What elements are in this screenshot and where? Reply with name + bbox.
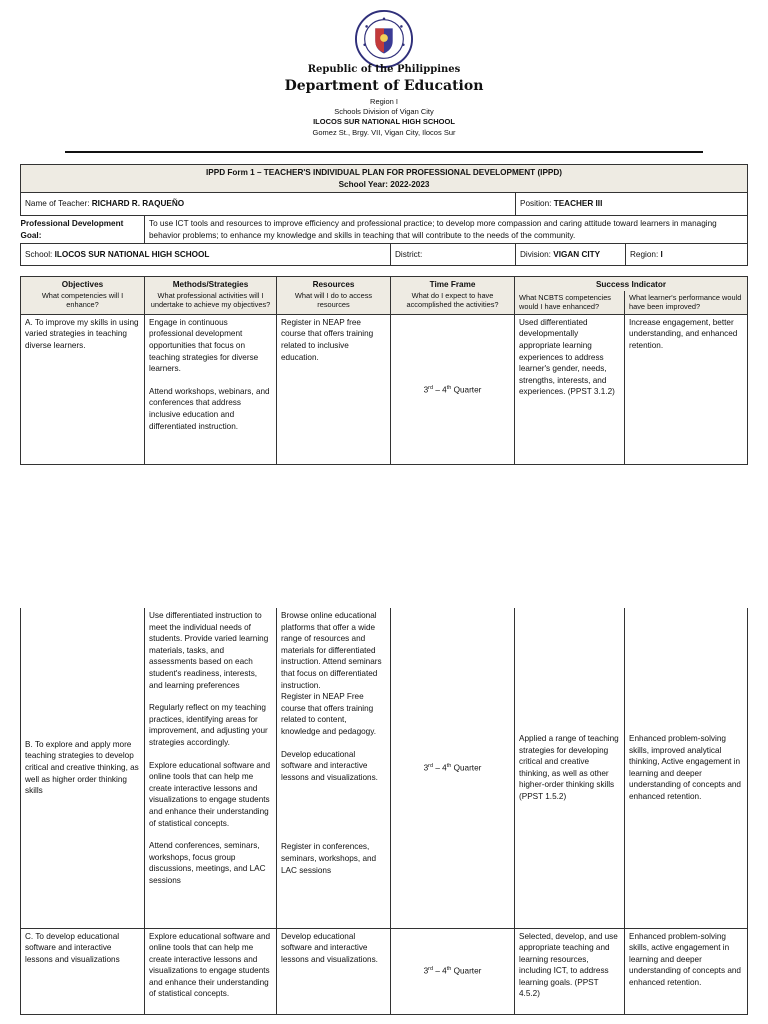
division-cell — [516, 244, 626, 266]
region-value: I — [660, 250, 663, 260]
timeframe-a: 3rd – 4th Quarter — [391, 314, 515, 464]
learner-c: Enhanced problem-solving skills, active engagement in learning and deeper understanding of concepts and enhanced retention. — [625, 928, 748, 1014]
col-resources — [277, 277, 391, 315]
col-learner-sub: What learner's performance would have been improved? — [625, 291, 748, 315]
district-label: District: — [395, 250, 423, 260]
time-start: 3 — [423, 763, 429, 773]
table-row — [21, 608, 748, 928]
ncbts-a: Used differentiated developmentally appropriate learning experiences to address learner's gender, needs, strengths, interests, and experiences. (PPST 3.1.2) — [515, 314, 625, 464]
method-text: Attend conferences, seminars, workshops, focus group discussions, meetings, and LAC sessions — [149, 841, 266, 885]
goal-label: Professional Development Goal: — [21, 216, 145, 244]
time-start: 3 — [423, 385, 429, 395]
col-objectives — [21, 277, 145, 315]
timeframe-c: 3rd – 4th Quarter — [391, 928, 515, 1014]
time-end: Quarter — [451, 763, 482, 773]
resource-text: Register in conferences, seminars, workshops, and LAC sessions — [281, 842, 377, 875]
objective-a: A. To improve my skills in using varied strategies in teaching diverse learners. — [21, 314, 145, 464]
goal-value: To use ICT tools and resources to improve efficiency and professional practice; to develop more compassion and caring attitude toward learners in managing behavior problems; to enhance my knowledge and skills in teaching that will contribute to the needs of the community. — [145, 216, 748, 244]
teacher-name: RICHARD R. RAQUEÑO — [91, 199, 185, 209]
region-cell — [626, 244, 748, 266]
method-text: Use differentiated instruction to meet the individual needs of students. Provide varied learning materials, tasks, and assessments based on each student's readiness, interests, and learning preferences — [149, 611, 269, 690]
position-label: Position: — [520, 199, 552, 209]
learner-a: Increase engagement, better understanding, and enhanced retention. — [625, 314, 748, 464]
learner-b: Enhanced problem-solving skills, improved analytical thinking, Active engagement in learning and deeper understanding of concepts and enhanced retention. — [625, 608, 748, 928]
col-resources-sub: What will I do to access resources — [294, 290, 373, 310]
col-resources-title: Resources — [312, 280, 355, 289]
method-text: Engage in continuous professional development opportunities that focus on teaching strategies for diverse learners. — [149, 317, 259, 374]
col-objectives-sub: What competencies will I enhance? — [41, 290, 124, 310]
division-label: Division: — [520, 250, 551, 260]
objective-c: C. To develop educational software and interactive lessons and visualizations — [21, 928, 145, 1014]
header-divider — [65, 151, 703, 153]
form-title: IPPD Form 1 – TEACHER'S INDIVIDUAL PLAN FOR PROFESSIONAL DEVELOPMENT (IPPD) — [206, 168, 563, 177]
time-end: Quarter — [451, 385, 482, 395]
resource-text: Browse online educational platforms that offer a wide range of resources and materials for differentiated instruction. Attend seminars that focus on differentiated instruction. — [281, 611, 382, 690]
col-methods — [145, 277, 277, 315]
resource-text: Register in NEAP Free course that offers training related to content, knowledge and pedagogy. — [281, 692, 376, 736]
col-methods-sub: What professional activities will I undertake to achieve my objectives? — [150, 290, 271, 310]
region-label: Region: — [630, 250, 659, 260]
republic-heading: Republic of the Philippines — [307, 64, 461, 75]
time-suffix: th — [446, 384, 452, 391]
teacher-label: Name of Teacher: — [25, 199, 90, 209]
deped-seal-logo — [355, 10, 413, 68]
resources-b — [277, 608, 391, 928]
time-suffix: th — [446, 966, 452, 973]
time-end: Quarter — [451, 967, 482, 977]
methods-a — [145, 314, 277, 464]
school-label: School: — [25, 250, 53, 260]
col-timeframe-title: Time Frame — [429, 280, 476, 289]
time-start: 3 — [423, 967, 429, 977]
col-timeframe-sub: What do I expect to have accomplished the activities? — [406, 290, 499, 310]
resource-text: Develop educational software and interactive lessons and visualizations. — [281, 749, 378, 782]
ippd-plan-table-continued — [20, 608, 748, 1015]
col-ncbts-sub: What NCBTS competencies would I have enhanced? — [515, 291, 625, 315]
ippd-info-table — [20, 164, 748, 266]
ippd-plan-table — [20, 276, 748, 465]
method-text: Explore educational software and online tools that can help me create interactive lessons and visualizations to engage students and enhance their understanding of statistical concepts. — [149, 760, 271, 828]
time-sep: – 4 — [433, 763, 447, 773]
teacher-name-cell — [21, 193, 516, 216]
district-cell — [391, 244, 516, 266]
school-year: School Year: 2022-2023 — [338, 179, 430, 189]
school-value: ILOCOS SUR NATIONAL HIGH SCHOOL — [54, 250, 210, 260]
school-heading: ILOCOS SUR NATIONAL HIGH SCHOOL — [313, 117, 455, 126]
region-text: Region I — [370, 97, 398, 106]
col-timeframe — [391, 277, 515, 315]
objective-b: B. To explore and apply more teaching strategies to develop critical and creative thinking, as well as higher order thinking skills — [21, 608, 145, 928]
resources-c: Develop educational software and interactive lessons and visualizations. — [277, 928, 391, 1014]
table-row — [21, 314, 748, 464]
department-heading: Department of Education — [284, 78, 484, 94]
division-value: VIGAN CITY — [553, 250, 601, 260]
timeframe-b: 3rd – 4th Quarter — [391, 608, 515, 928]
methods-c: Explore educational software and online tools that can help me create interactive lessons and visualizations to engage students and enhance their understanding of statistical concepts. — [145, 928, 277, 1014]
time-sep: – 4 — [433, 967, 447, 977]
col-success: Success Indicator — [515, 277, 748, 291]
time-suffix: th — [446, 763, 452, 770]
time-sep: – 4 — [433, 385, 447, 395]
school-cell — [21, 244, 391, 266]
method-text: Regularly reflect on my teaching practices, identifying areas for improvement, and adjusting your strategies accordingly. — [149, 703, 268, 747]
col-objectives-title: Objectives — [61, 280, 104, 289]
ncbts-c: Selected, develop, and use appropriate teaching and learning resources, including ICT, to address learning goals. (PPST 4.5.2) — [515, 928, 625, 1014]
method-text: Attend workshops, webinars, and conferences that address inclusive education and differentiated instruction. — [149, 386, 270, 431]
resources-a: Register in NEAP free course that offers training related to inclusive education. — [277, 314, 391, 464]
ncbts-b: Applied a range of teaching strategies for developing critical and creative thinking, as well as other higher-order thinking skills (PPST 1.5.2) — [515, 608, 625, 928]
col-methods-title: Methods/Strategies — [172, 280, 249, 289]
division-text: Schools Division of Vigan City — [334, 107, 434, 116]
form-title-cell — [21, 165, 748, 193]
address-text: Gomez St., Brgy. VII, Vigan City, Ilocos Sur — [312, 128, 456, 137]
table-row — [21, 928, 748, 1014]
methods-b — [145, 608, 277, 928]
position-cell — [516, 193, 748, 216]
position-value: TEACHER III — [553, 199, 603, 209]
